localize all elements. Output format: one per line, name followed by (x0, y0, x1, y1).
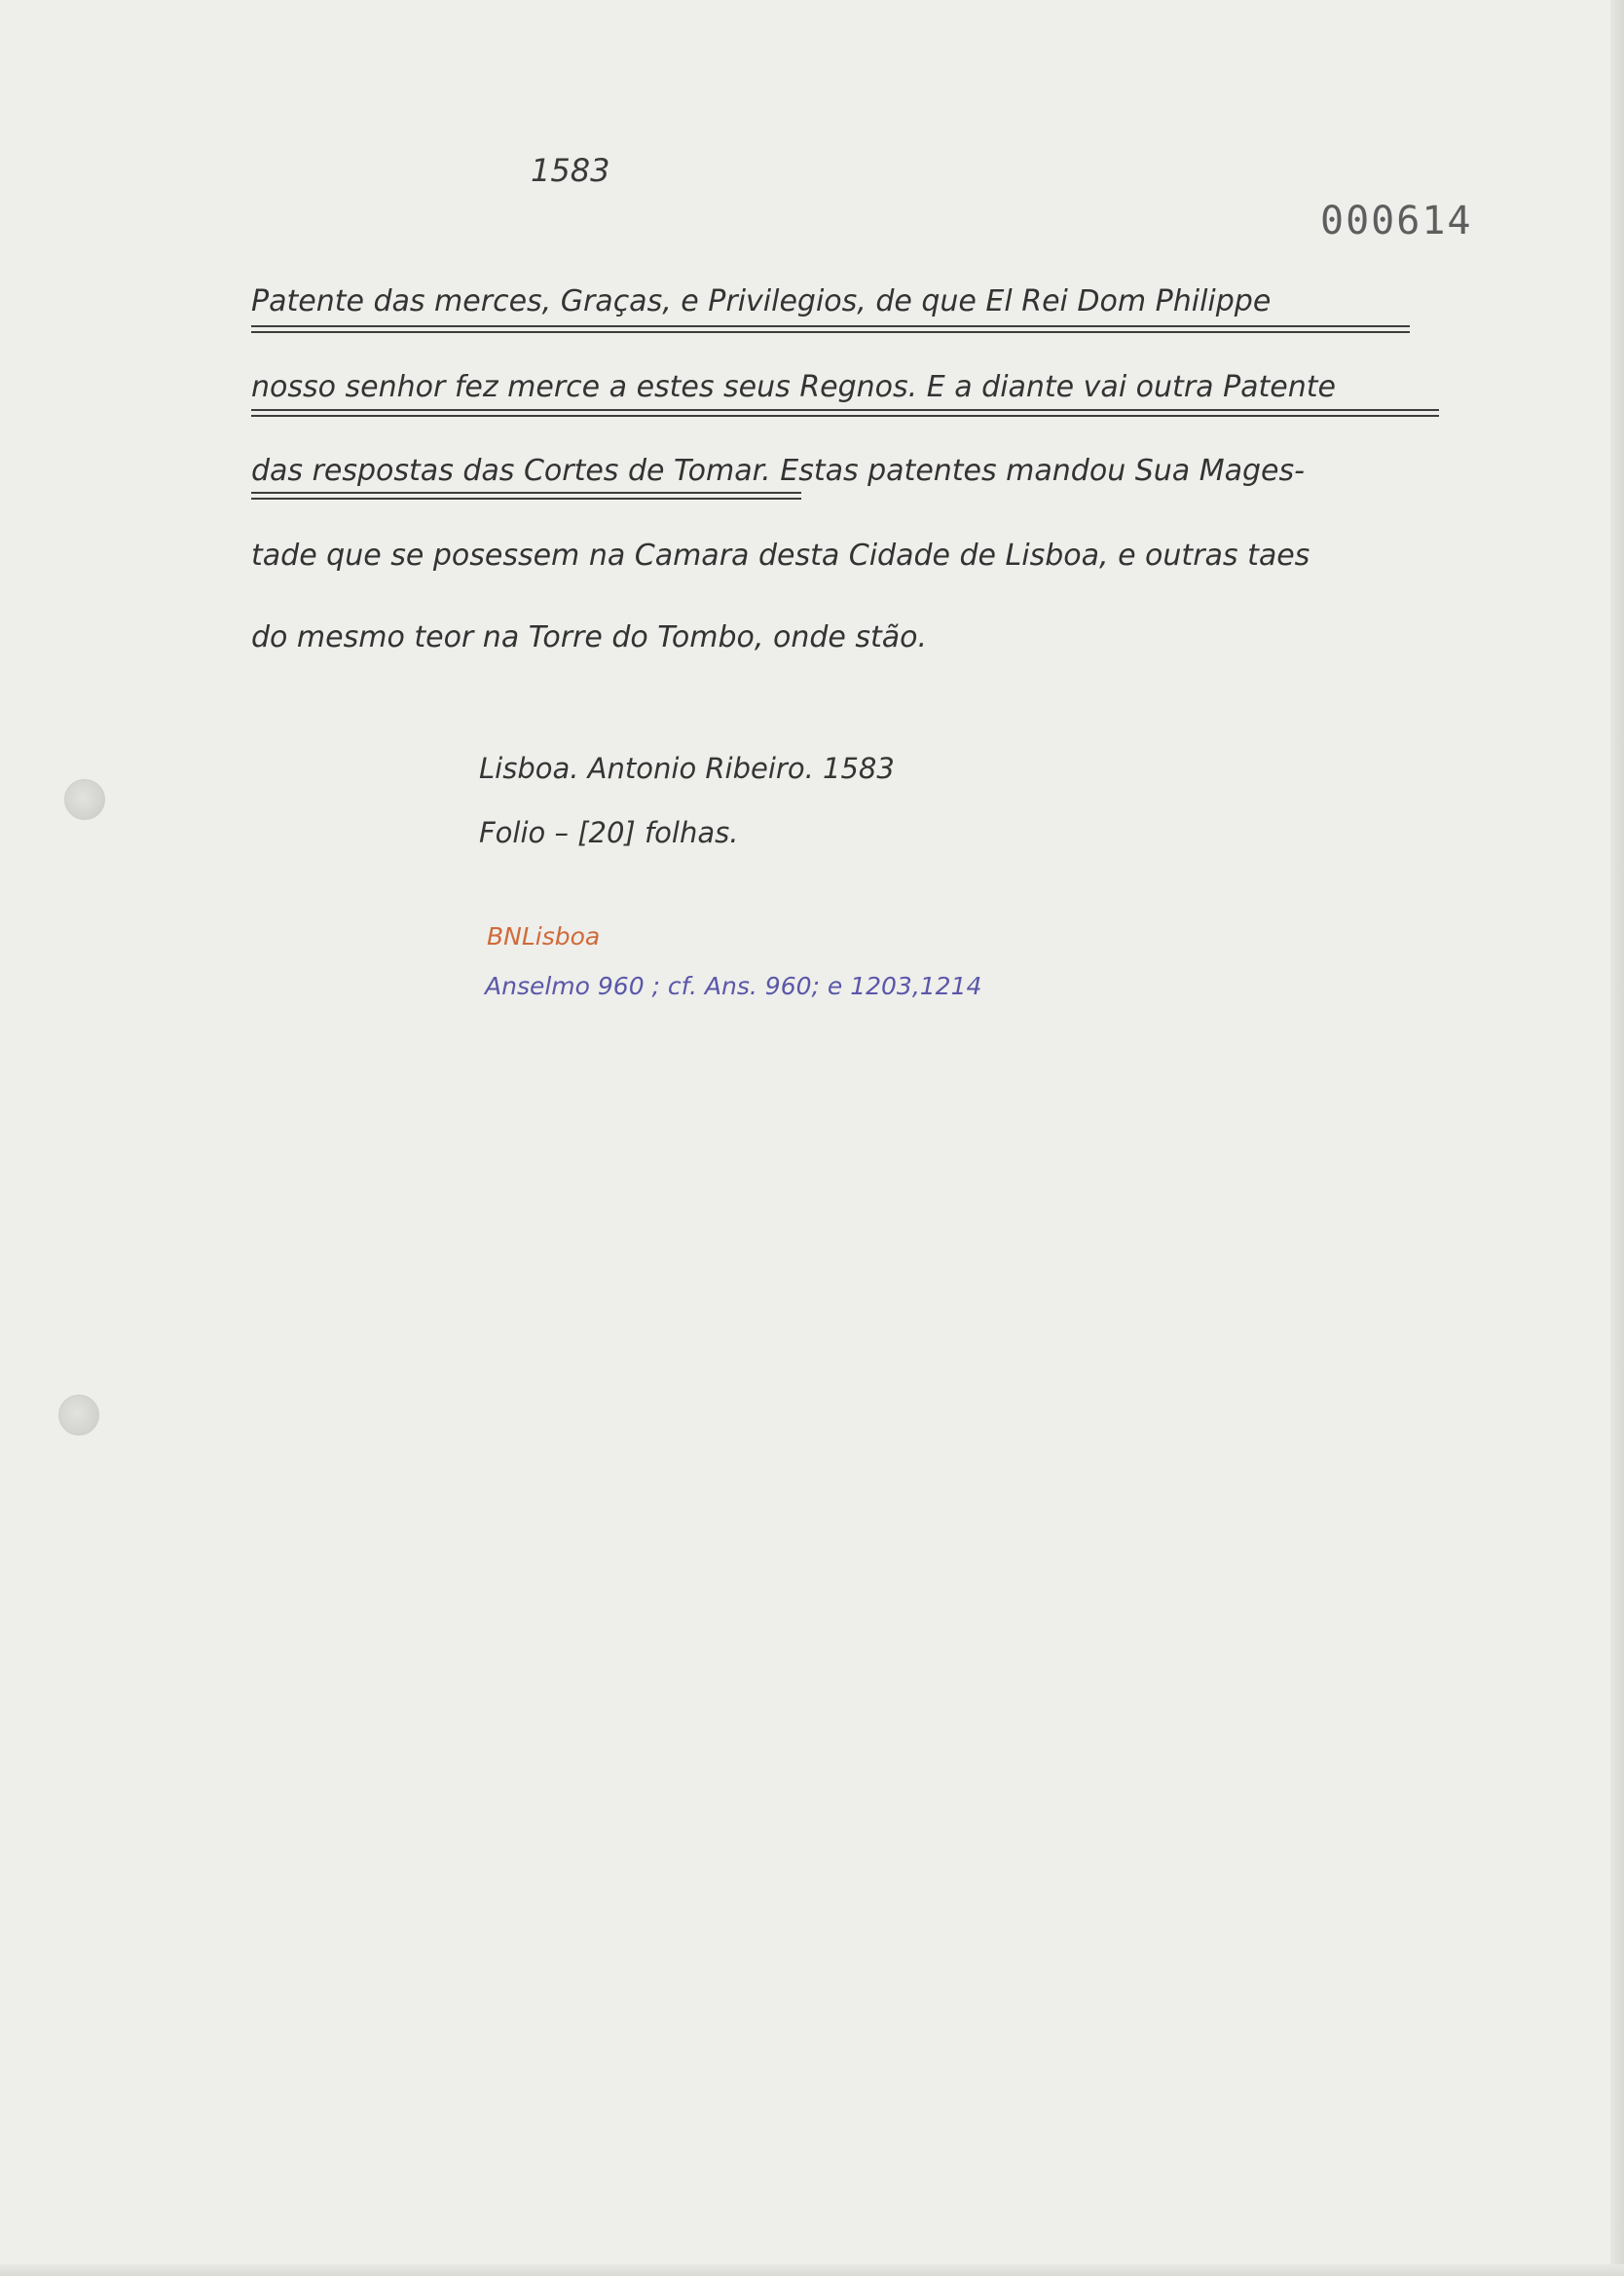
title-underline-3a (251, 492, 801, 494)
title-line-2: nosso senhor fez merce a estes seus Regnos. E a diante vai outra Patente (251, 370, 1336, 404)
title-underline-2b (251, 415, 1439, 417)
imprint-line: Lisboa. Antonio Ribeiro. 1583 (479, 752, 895, 785)
title-underline-1b (251, 331, 1410, 333)
title-line-3: das respostas das Cortes de Tomar. Estas patentes mandou Sua Mages- (251, 454, 1305, 488)
format-line: Folio – [20] folhas. (479, 816, 739, 849)
punch-hole-top (64, 779, 105, 820)
reference-note: Anselmo 960 ; cf. Ans. 960; e 1203,1214 (485, 972, 982, 1000)
punch-hole-bottom (58, 1395, 99, 1436)
title-line-5: do mesmo teor na Torre do Tombo, onde stão. (251, 620, 928, 654)
title-line-1: Patente das merces, Graças, e Privilegios, de que El Rei Dom Philippe (251, 284, 1272, 318)
card-year: 1583 (531, 152, 610, 189)
title-line-4: tade que se posessem na Camara desta Cidade de Lisboa, e outras taes (251, 539, 1310, 573)
paper-edge-right (1610, 0, 1624, 2276)
title-underline-3b (251, 498, 801, 500)
library-note: BNLisboa (487, 922, 601, 951)
title-underline-2a (251, 409, 1439, 411)
paper-edge-bottom (0, 2264, 1624, 2276)
title-underline-1a (251, 325, 1410, 327)
catalog-number-stamp: 000614 (1320, 199, 1473, 243)
